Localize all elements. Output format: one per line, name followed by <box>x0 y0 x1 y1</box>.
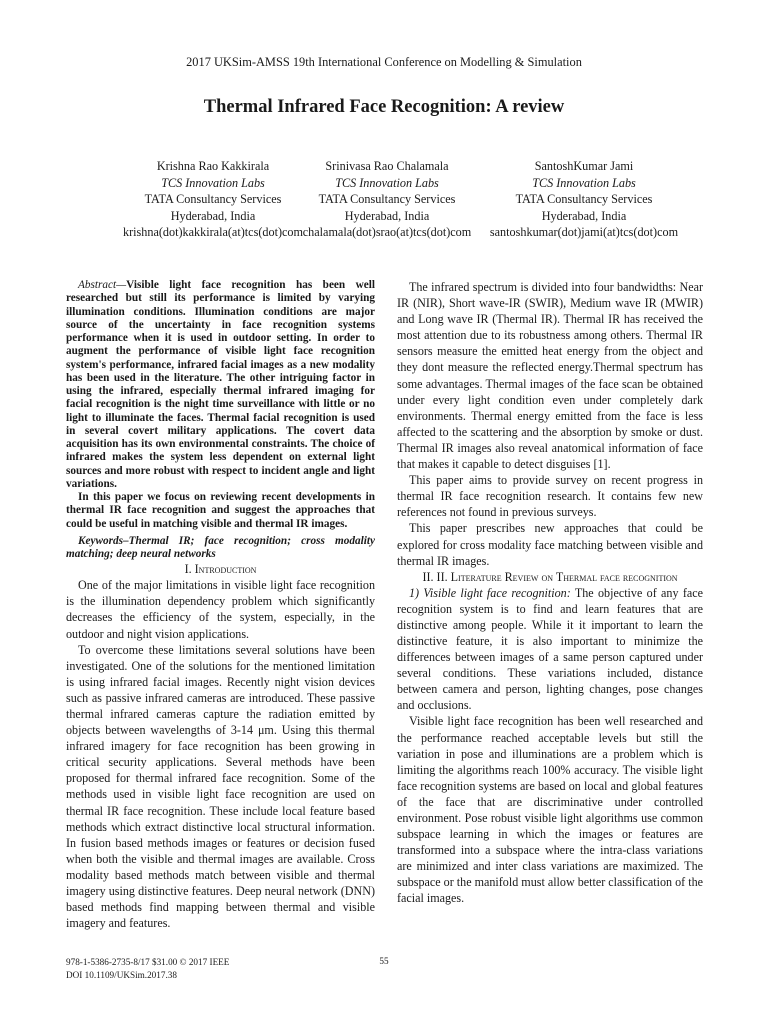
author-block-2 <box>277 158 497 241</box>
abstract-paragraph-2: In this paper we focus on reviewing recent developments in thermal IR face recognition and suggest the approaches that could be useful in matching visible and thermal IR images. <box>66 491 375 530</box>
abstract-paragraph-1 <box>66 279 375 491</box>
page-number: 55 <box>379 956 389 966</box>
section-heading-introduction: I. Introduction <box>184 562 257 577</box>
right-column <box>397 279 703 907</box>
author-name: SantoshKumar Jami <box>534 159 634 173</box>
author-lab: TCS Innovation Labs <box>532 175 636 190</box>
author-lab: TCS Innovation Labs <box>335 175 439 190</box>
spectrum-paragraph: The infrared spectrum is divided into four bandwidths: Near IR (NIR), Short wave-IR (SWIR), Medium wave IR (MWIR) and Long wave IR (Thermal IR). Thermal IR has received the most attention due to its robustness among others. Thermal IR sensors measure the emitted heat energy from the object and they dont measure the reflected energy.Thermal spectrum has some advantages. Thermal images of the face scan be obtained under every light condition even under completely dark environments. Thermal energy emitted from the face is less affected to the scattering and the absorption by smoke or dust. Thermal IR images also reveal anatomical information of face that makes it capable to detect disguises [1]. <box>397 280 703 472</box>
visible-light-text: The objective of any face recognition system is to find and learn features that are distinctive among people. While it it important to learn the distinctive feature, it is also important to minimize the differences between images of a same person captured under several conditions. These variations included, distance between camera and person, lighting changes, pose changes and occlusions. <box>397 585 703 713</box>
keywords: Keywords–Thermal IR; face recognition; cross modality matching; deep neural networks <box>66 534 375 560</box>
visible-light-paragraph-2: Visible light face recognition has been well researched and the performance reached acceptable levels but still the variation in pose and illuminations are a problem which is limiting the algorithms reach 100% accuracy. The visible light face recognition systems are based on local and global features of the face that are discriminative under controlled environment. Pose robust visible light algorithms use common subspace learning in which the images or features are transformed into a subspace where the intra-class variations are minimized and inter class variations are maximized. The subspace or the manifold must allow better classification of the facial images. <box>397 714 703 906</box>
isbn-line: 978-1-5386-2735-8/17 $31.00 © 2017 IEEE <box>66 957 230 967</box>
author-name: Srinivasa Rao Chalamala <box>325 159 449 173</box>
author-name: Krishna Rao Kakkirala <box>156 159 270 173</box>
intro-paragraph-2: To overcome these limitations several solutions have been investigated. One of the solutions for the mentioned limitation is using infrared facial images. Recently night vision devices such as passive infrared cameras are introduced. These passive thermal infrared cameras capture the radiation emitted by objects between wavelengths of 3-14 μm. Using this thermal infrared imagery for face recognition has been growing in critical security applications. Several methods have been proposed for thermal infrared face recognition. Some of the methods used in visible light face recognition are used on thermal IR face recognition. These include local feature based methods which extract distinctive local structural information. In fusion based methods images or features or decision fused when both the visible and thermal images are available. Cross modality based methods match between visible and thermal imagery using distinctive features. Deep neural network (DNN) based methods find mapping between thermal and visible imagery and features. <box>66 642 375 931</box>
author-block-3 <box>474 158 694 241</box>
author-company: TATA Consultancy Services <box>515 192 653 207</box>
author-location: Hyderabad, India <box>344 208 430 223</box>
approach-paragraph: This paper prescribes new approaches that could be explored for cross modality face matching between visible and thermal IR images. <box>397 521 703 568</box>
abstract-text: Visible light face recognition has been well researched but still its performance is limited by varying illumination conditions. Illumination conditions are major source of the uncertainty in face recognition systems performance when it is used in outdoor setting. In order to augment the performance of visible light face recognition system's performance, infrared facial images as a new modality has been used in the literature. The other intriguing factor in using the infrared, especially thermal infrared imaging for facial recognition is the night time surveillance with little or no light to illuminate the faces. Thermal facial recognition is used in several covert military applications. The covert data acquisition has its own environmental constraints. The choice of infrared makes the system less dependent on external light sources and more robust with respect to incident angle and light variations. <box>66 279 375 490</box>
conference-header: 2017 UKSim-AMSS 19th International Conference on Modelling & Simulation <box>186 55 582 69</box>
subsection-heading: 1) Visible light face recognition: <box>409 585 571 600</box>
author-company: TATA Consultancy Services <box>318 192 456 207</box>
author-company: TATA Consultancy Services <box>144 192 282 207</box>
abstract-head: Abstract— <box>78 279 127 291</box>
author-email: chalamala(dot)srao(at)tcs(dot)com <box>302 225 472 240</box>
author-email: santoshkumar(dot)jami(at)tcs(dot)com <box>489 225 679 240</box>
author-location: Hyderabad, India <box>170 208 256 223</box>
author-email: krishna(dot)kakkirala(at)tcs(dot)com <box>122 225 304 240</box>
intro-paragraph-1: One of the major limitations in visible light face recognition is the illumination dependency problem which significantly decreases the efficiency of the system, especially, in the outdoor and night vision applications. <box>66 578 375 641</box>
paper-title: Thermal Infrared Face Recognition: A review <box>203 97 565 117</box>
survey-paragraph: This paper aims to provide survey on recent progress in thermal IR face recognition research. It contains few new references not found in previous surveys. <box>397 473 703 520</box>
section-heading-literature-review: II. II. Literature Review on Thermal face recognition <box>422 569 678 584</box>
left-column <box>66 279 375 931</box>
doi-line: DOI 10.1109/UKSim.2017.38 <box>66 969 177 980</box>
author-location: Hyderabad, India <box>541 208 627 223</box>
author-lab: TCS Innovation Labs <box>161 175 265 190</box>
visible-light-paragraph-1 <box>397 585 703 714</box>
